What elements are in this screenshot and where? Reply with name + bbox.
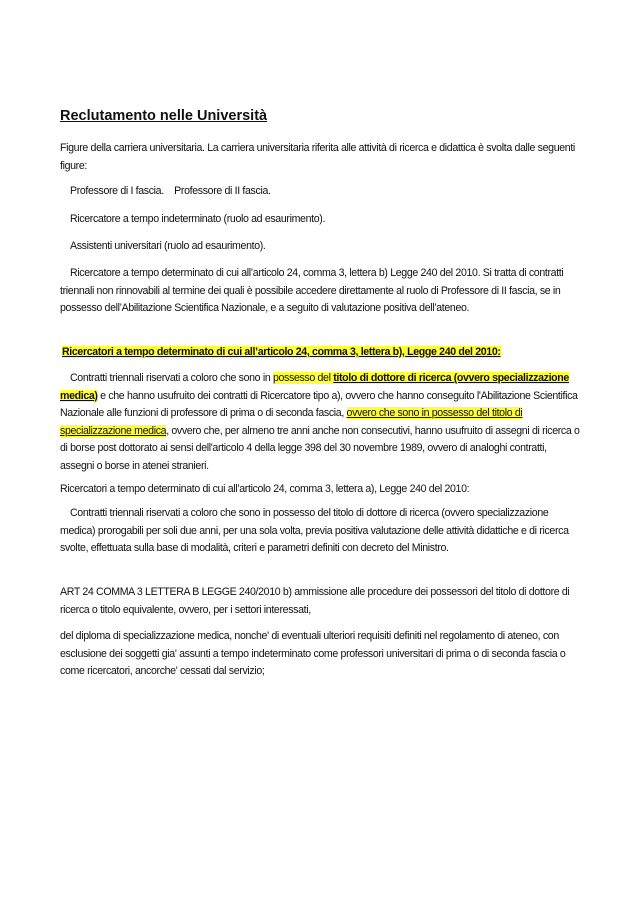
tipo-b-contracts-paragraph <box>60 370 580 475</box>
section-heading-tipo-b <box>62 344 582 362</box>
diploma-paragraph: del diploma di specializzazione medica, nonche' di eventuali ulteriori requisiti definiti nel regolamento di ateneo, con esclusione dei soggetti gia' assunti a tempo indeterminato come professori universitari di prima o di seconda fascia o come ricercatori, ancorche' cessati dal servizio; <box>60 630 566 677</box>
page-title: Reclutamento nelle Università <box>60 108 268 124</box>
art24-paragraph: ART 24 COMMA 3 LETTERA B LEGGE 240/2010 b) ammissione alle procedure dei possessori del titolo di dottore di ricerca o titolo equivalente, ovvero, per i settori interessati, <box>60 586 570 616</box>
text-run: Contratti triennali riservati a coloro che sono in <box>70 372 273 384</box>
assistenti-universitari: Assistenti universitari (ruolo ad esaurimento). <box>70 240 266 252</box>
highlight-possesso: possesso del <box>272 372 334 384</box>
intro-paragraph: Figure della carriera universitaria. La carriera universitaria riferita alle attività di ricerca e didattica è svolta dalle seguenti figure: <box>60 142 575 172</box>
tipo-a-contracts-paragraph: Contratti triennali riservati a coloro che sono in possesso del titolo di dottore di ricerca (ovvero specializzazione medica) prorogabili per soli due anni, per una sola volta, previa positiva valutazione delle attività didattiche e di ricerca svolte, effettuata sulla base di modalità, criteri e parametri definiti con decreto del Ministro. <box>60 507 569 554</box>
highlight-specializzazione: ovvero che sono in possesso del titolo di specializzazione medica <box>60 407 523 437</box>
ricercatore-indeterminato: Ricercatore a tempo indeterminato (ruolo ad esaurimento). <box>70 213 326 225</box>
highlight-titolo-dottore: titolo di dottore di ricerca (ovvero specializzazione medica) <box>60 372 569 402</box>
section-heading-tipo-a: Ricercatori a tempo determinato di cui all’articolo 24, comma 3, lettera a), Legge 240 del 2010: <box>60 483 470 495</box>
ricercatore-tipo-b-paragraph: Ricercatore a tempo determinato di cui all’articolo 24, comma 3, lettera b) Legge 240 del 2010. Si tratta di contratti triennali non rinnovabili al termine dei quali è possibile accedere direttamente al ruolo di Professore di II fascia, se in possesso dell’Abilitazione Scientifica Nazionale, e a seguito di valutazione positiva dell’ateneo. <box>60 267 564 314</box>
professor-roles: Professore di I fascia. Professore di II fascia. <box>70 185 271 197</box>
highlighted-heading: Ricercatori a tempo determinato di cui all’articolo 24, comma 3, lettera b), Legge 240 del 2010: <box>62 346 501 358</box>
text-run: , ovvero che, per almeno tre anni anche non consecutivi, hanno usufruito di assegni di ricerca o di borse post dottorato ai sensi dell'articolo 4 della legge 398 del 30 novembre 1989, ovvero di analoghi contratti, assegni o borse in atenei stranieri. <box>60 424 580 472</box>
text-run: e che hanno usufruito dei contratti di Ricercatore tipo a), ovvero che hanno conseguito l'Abilitazione Scientifica Nazionale alle funzioni di professore di prima o di seconda fascia, <box>60 389 578 419</box>
